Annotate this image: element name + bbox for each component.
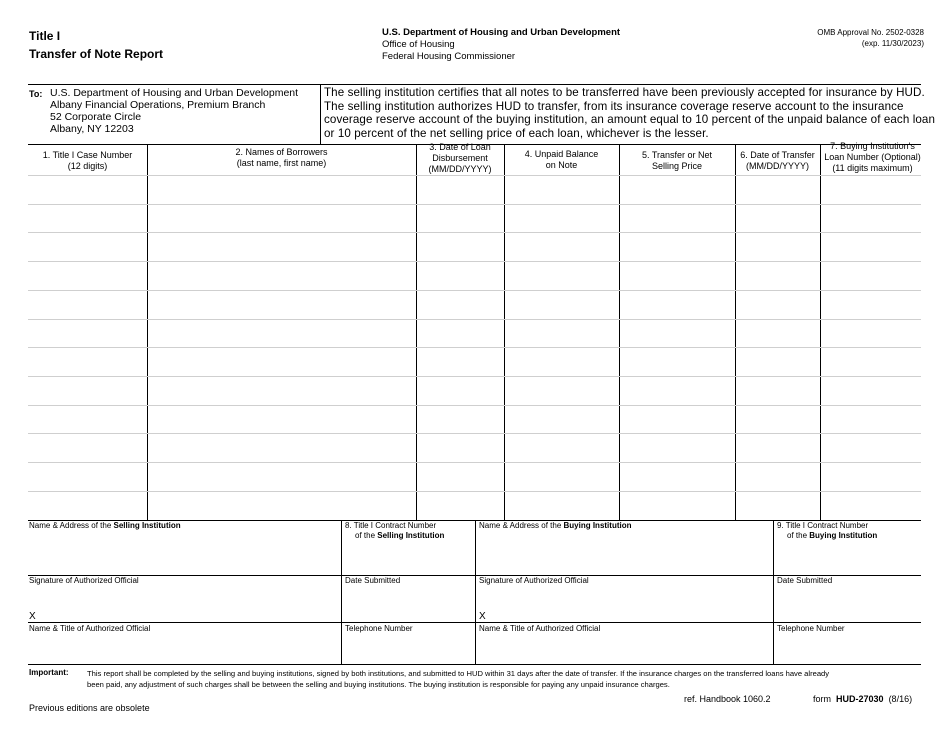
table-row[interactable]: [28, 347, 921, 348]
to-label: To:: [29, 89, 43, 99]
to-address-line: 52 Corporate Circle: [50, 111, 142, 123]
col-header-line: on Note: [545, 160, 578, 170]
to-address-line: Albany Financial Operations, Premium Branch: [50, 99, 266, 111]
table-row[interactable]: [28, 433, 921, 434]
table-row[interactable]: [28, 376, 921, 377]
label-text: 8. Title I Contract Number: [345, 521, 437, 530]
col-header-line: (11 digits maximum): [832, 163, 913, 173]
rule-top: [28, 84, 921, 85]
table-row[interactable]: [28, 175, 921, 176]
col-header-borrowers: [147, 147, 416, 169]
seller-contract-number-label[interactable]: [345, 521, 444, 541]
important-text: This report shall be completed by the selling and buying institutions, signed by both institutions, and submitted to HUD within 31 days after the date of transfer. If the insurance charges on the transferred loans have already: [87, 669, 830, 678]
commissioner-name: Federal Housing Commissioner: [382, 51, 516, 62]
col-header-selling-price: [619, 150, 735, 172]
label-text: of the: [787, 531, 810, 540]
important-label: Important:: [29, 668, 69, 677]
col-header-line: Loan Number (Optional): [824, 152, 921, 162]
to-address-line: Albany, NY 12203: [50, 123, 134, 135]
col-header-line: 6. Date of Transfer: [740, 150, 815, 160]
label-bold: Selling Institution: [113, 521, 181, 530]
col-header-line: (MM/DD/YYYY): [746, 161, 809, 171]
buyer-name-title-label[interactable]: Name & Title of Authorized Official: [479, 624, 601, 633]
table-row[interactable]: [28, 491, 921, 492]
col-header-line: 3. Date of Loan: [429, 142, 491, 152]
table-row[interactable]: [28, 204, 921, 205]
label-text: 9. Title I Contract Number: [777, 521, 869, 530]
table-row[interactable]: [28, 232, 921, 233]
to-address: [50, 87, 298, 135]
handbook-reference: ref. Handbook 1060.2: [684, 694, 771, 704]
buyer-signature-label[interactable]: Signature of Authorized Official: [479, 576, 589, 585]
seller-name-title-label[interactable]: Name & Title of Authorized Official: [29, 624, 151, 633]
bottom-divider: [475, 520, 476, 664]
important-note: [87, 668, 932, 690]
important-text: been paid, any adjustment of such charges shall be between the selling and buying institutions. The buying institution is responsible for paying any unpaid insurance charges.: [87, 680, 670, 689]
form-title: Title I: [29, 29, 61, 43]
col-divider: [820, 144, 821, 520]
col-header-loan-date: [416, 142, 504, 175]
col-divider: [147, 144, 148, 520]
to-address-line: U.S. Department of Housing and Urban Development: [50, 87, 299, 99]
buyer-signature-x: X: [479, 611, 486, 622]
col-divider: [735, 144, 736, 520]
seller-telephone-label[interactable]: Telephone Number: [345, 624, 413, 633]
col-header-line: 1. Title I Case Number: [42, 150, 133, 160]
label-text: Name & Address of the: [29, 521, 114, 530]
label-bold: Selling Institution: [377, 531, 445, 540]
col-header-transfer-date: [735, 150, 820, 172]
table-row[interactable]: [28, 405, 921, 406]
col-divider: [619, 144, 620, 520]
col-header-unpaid-balance: [504, 149, 619, 171]
col-header-case-number: [28, 150, 147, 172]
seller-signature-label[interactable]: Signature of Authorized Official: [29, 576, 139, 585]
col-header-line: (12 digits): [67, 161, 108, 171]
agency-name: U.S. Department of Housing and Urban Development: [382, 27, 621, 38]
table-row[interactable]: [28, 290, 921, 291]
col-header-line: 5. Transfer or Net: [641, 150, 713, 160]
to-divider: [320, 84, 321, 144]
form-prefix: form: [813, 694, 831, 704]
label-bold: Buying Institution: [809, 531, 878, 540]
col-header-line: Disbursement: [432, 153, 488, 163]
buyer-telephone-label[interactable]: Telephone Number: [777, 624, 845, 633]
office-name: Office of Housing: [382, 39, 455, 50]
table-row[interactable]: [28, 261, 921, 262]
bottom-divider: [773, 520, 774, 664]
col-header-line: (MM/DD/YYYY): [428, 164, 492, 174]
table-row[interactable]: [28, 319, 921, 320]
col-header-line: Selling Price: [651, 161, 703, 171]
col-header-line: 7. Buying Institution's: [830, 141, 915, 151]
col-header-line: (last name, first name): [236, 158, 327, 168]
form-date: (8/16): [888, 694, 913, 704]
buyer-contract-number-label[interactable]: [777, 521, 877, 541]
omb-approval: OMB Approval No. 2502-0328: [817, 28, 924, 37]
seller-signature-x: X: [29, 611, 36, 622]
col-header-line: 2. Names of Borrowers: [235, 147, 328, 157]
seller-name-address-label[interactable]: [29, 521, 181, 531]
table-row[interactable]: [28, 462, 921, 463]
seller-date-submitted-label[interactable]: Date Submitted: [345, 576, 401, 585]
label-bold: Buying Institution: [563, 521, 632, 530]
label-text: Name & Address of the: [479, 521, 564, 530]
omb-expiration: (exp. 11/30/2023): [861, 39, 924, 48]
buyer-name-address-label[interactable]: [479, 521, 632, 531]
important-rule: [28, 664, 921, 665]
form-id: HUD-27030: [836, 694, 884, 704]
col-divider: [416, 144, 417, 520]
form-number: [813, 694, 912, 705]
col-header-buyer-loan-number: [817, 141, 928, 174]
previous-editions-note: Previous editions are obsolete: [29, 703, 150, 713]
form-subtitle: Transfer of Note Report: [29, 47, 164, 61]
label-text: of the: [355, 531, 378, 540]
col-divider: [504, 144, 505, 520]
bottom-divider: [341, 520, 342, 664]
buyer-date-submitted-label[interactable]: Date Submitted: [777, 576, 833, 585]
certification-text: The selling institution certifies that all notes to be transferred have been previously accepted for insurance by HUD. The selling institution authorizes HUD to transfer, from its insurance coverage reserve account to the insurance coverage reserve account of the buying institution, an amount equal to 10 percent of the unpaid balance of each loan or 10 percent of the net selling price of each loan, whichever is the lesser.: [324, 86, 936, 140]
col-header-line: 4. Unpaid Balance: [524, 149, 599, 159]
